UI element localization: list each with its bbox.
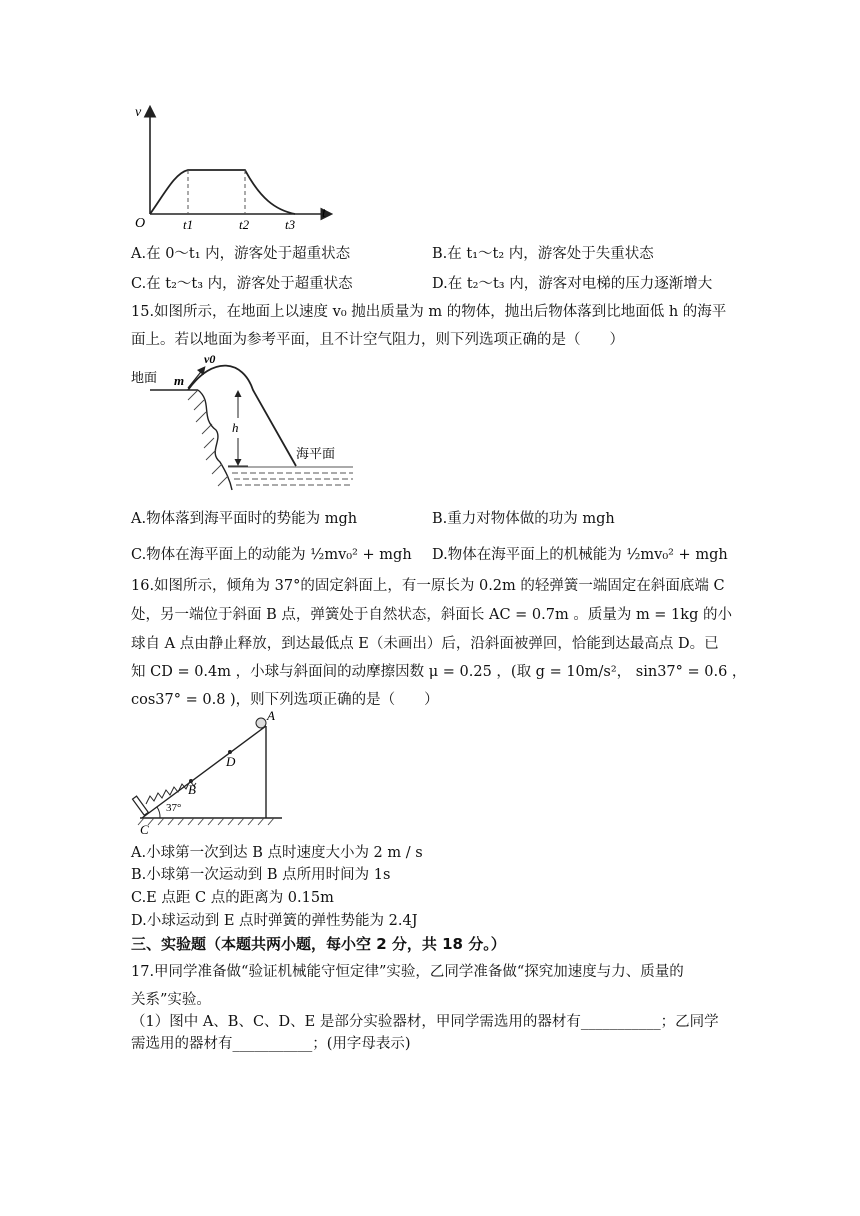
t2-label: t2 (239, 217, 250, 232)
q16-option-d: D.小球运动到 E 点时弹簧的弹性势能为 2.4J (131, 913, 418, 929)
sea-water (228, 467, 353, 485)
q16-option-b: B.小球第一次运动到 B 点所用时间为 1s (131, 867, 391, 883)
label-d: D (226, 754, 236, 769)
ground-label: 地面 (131, 370, 158, 385)
q14-option-c: C.在 t₂～t₃ 内，游客处于超重状态 (131, 276, 353, 292)
projectile-cliff-figure (128, 350, 358, 495)
t-axis-label: t (322, 206, 326, 221)
q15-option-c: C.物体在海平面上的动能为 ½mv₀² + mgh (131, 547, 412, 563)
angle-arc (157, 807, 160, 818)
q17-stem-line4: 需选用的器材有___________；(用字母表示) (131, 1036, 411, 1052)
sea-level-label: 海平面 (296, 446, 336, 461)
cliff-face (198, 390, 232, 490)
q15-stem-line1: 15.如图所示，在地面上以速度 v₀ 抛出质量为 m 的物体，抛出后物体落到比地面低 h 的海平 (131, 304, 727, 320)
label-c: C (140, 822, 149, 837)
angle-label: 37° (166, 802, 182, 814)
velocity-label: v0 (204, 352, 216, 366)
v-axis-label: v (135, 105, 142, 120)
section-heading: 三、实验题（本题共两小题，每小空 2 分，共 18 分。） (131, 935, 506, 953)
q15-option-a: A.物体落到海平面时的势能为 mgh (131, 511, 358, 527)
incline-surface (142, 726, 266, 818)
q16-stem-line2: 处，另一端位于斜面 B 点，弹簧处于自然状态，斜面长 AC = 0.7m 。质量为 m = 1kg 的小 (131, 607, 732, 623)
mass-label: m (174, 373, 185, 388)
t1-label: t1 (183, 217, 194, 232)
label-b: B (188, 782, 196, 797)
base-hatching (138, 818, 274, 825)
q17-stem-line3: （1）图中 A、B、C、D、E 是部分实验器材，甲同学需选用的器材有___________；乙同学 (131, 1014, 719, 1030)
q16-option-c: C.E 点距 C 点的距离为 0.15m (131, 890, 334, 906)
q15-option-d: D.物体在海平面上的机械能为 ½mv₀² + mgh (432, 547, 728, 563)
trajectory (188, 366, 296, 466)
t3-label: t3 (285, 217, 296, 232)
ball (256, 718, 266, 728)
q14-option-b: B.在 t₁～t₂ 内，游客处于失重状态 (432, 246, 654, 262)
wall-block (133, 796, 149, 815)
origin-label: O (135, 216, 146, 231)
cliff-hatching (188, 390, 228, 486)
q16-stem-line4: 知 CD = 0.4m ，小球与斜面间的动摩擦因数 μ = 0.25 ，(取 g = 10m/s²， sin37° = 0.6 ， (131, 664, 747, 680)
velocity-curve (150, 170, 295, 214)
q16-stem-line5: cos37° = 0.8 )，则下列选项正确的是（ ） (131, 692, 439, 708)
q14-option-d: D.在 t₂～t₃ 内，游客对电梯的压力逐渐增大 (432, 276, 713, 292)
q14-option-a: A.在 0～t₁ 内，游客处于超重状态 (131, 246, 351, 262)
incline-spring-figure (130, 706, 290, 839)
velocity-arrow (188, 368, 204, 388)
label-a: A (267, 708, 275, 723)
velocity-time-graph (125, 98, 340, 238)
q15-stem-line2: 面上。若以地面为参考平面，且不计空气阻力，则下列选项正确的是（ ） (131, 332, 624, 348)
q17-stem-line1: 17.甲同学准备做“验证机械能守恒定律”实验，乙同学准备做“探究加速度与力、质量的 (131, 964, 684, 980)
q15-option-b: B.重力对物体做的功为 mgh (432, 511, 615, 527)
q16-option-a: A.小球第一次到达 B 点时速度大小为 2 m / s (131, 845, 423, 861)
q17-stem-line2: 关系”实验。 (131, 992, 211, 1008)
height-label: h (232, 420, 239, 435)
q16-stem-line1: 16.如图所示，倾角为 37°的固定斜面上，有一原长为 0.2m 的轻弹簧一端固定在斜面底端 C (131, 578, 725, 594)
q16-stem-line3: 球自 A 点由静止释放，到达最低点 E（未画出）后，沿斜面被弹回，恰能到达最高点 D。已 (131, 636, 719, 652)
